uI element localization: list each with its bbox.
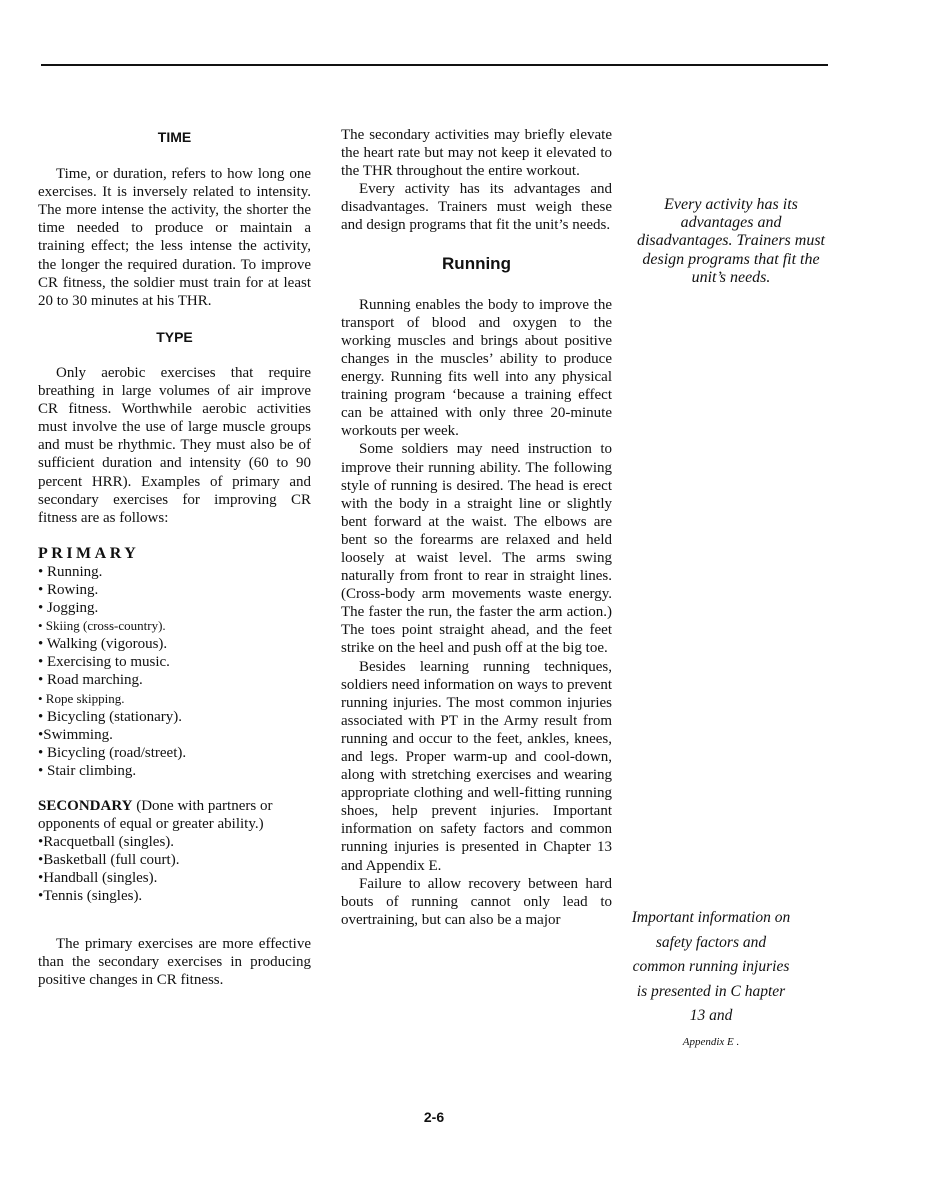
list-item: •Basketball (full court).	[38, 852, 180, 869]
sidebar-callout-activity: Every activity has its advantages and disadvantages. Trainers must design programs that fit the unit’s needs.	[636, 196, 825, 286]
secondary-note: (Done with partners or opponents of equal or greater ability.)	[38, 798, 273, 833]
callout-text: Important information on safety factors and common running injuries is presented in C hapter 13 and	[631, 909, 791, 1024]
type-heading: TYPE	[156, 328, 193, 345]
time-paragraph: Time, or duration, refers to how long one exercises. It is inversely related to intensity. The more intense the activity, the shorter the time needed to produce or maintain a training effect; the less intense the activity, the longer the required duration. To improve CR fitness, the soldier must train for at least 20 to 30 minutes at his THR.	[38, 166, 311, 309]
type-paragraph: Only aerobic exercises that require breathing in large volumes of air improve CR fitness. Worthwhile aerobic activities must involve the use of large muscle groups and must be rhythmic. They must also be of sufficient duration and intensity (60 to 90 percent HRR). Examples of primary and secondary exercises for improving CR fitness are as follows:	[38, 364, 311, 526]
list-item: • Road marching.	[38, 672, 143, 689]
header-rule	[41, 64, 828, 66]
page-number: 2-6	[423, 1109, 445, 1125]
list-item: • Rowing.	[38, 581, 99, 598]
list-item: • Bicycling (road/street).	[38, 744, 187, 761]
intro-paragraph-2: Every activity has its advantages and disadvantages. Trainers must weigh these and design programs that fit the unit’s needs.	[341, 181, 612, 234]
middle-column	[341, 126, 612, 929]
secondary-intro	[38, 797, 311, 833]
secondary-list	[38, 833, 311, 905]
list-item: • Stair climbing.	[38, 762, 137, 779]
list-item: • Exercising to music.	[38, 654, 170, 671]
intro-paragraph-1: The secondary activities may briefly elevate the heart rate but may not keep it elevated to the THR throughout the entire workout.	[341, 127, 612, 180]
running-paragraph-4: Failure to allow recovery between hard bouts of running cannot only lead to overtraining, but can also be a major	[341, 875, 612, 928]
primary-list	[38, 563, 311, 780]
list-item: • Walking (vigorous).	[38, 636, 168, 653]
running-paragraph-3: Besides learning running techniques, soldiers need information on ways to prevent running injuries. The most common injuries associated with PT in the Army result from running and occur to the feet, ankles, knees, and legs. Proper warm-up and cool-down, along with stretching exercises and wearing appropriate clothing and well-fitting running shoes, help prevent injuries. Important information on safety factors and common running injuries is presented in Chapter 13 and Appendix E.	[341, 658, 612, 874]
list-item: • Rope skipping.	[38, 690, 125, 706]
time-heading: TIME	[157, 129, 192, 145]
list-item: • Bicycling (stationary).	[38, 708, 182, 725]
primary-label: PRIMARY	[38, 544, 140, 562]
list-item: •Handball (singles).	[38, 870, 158, 887]
summary-paragraph: The primary exercises are more effective than the secondary exercises in producing positive changes in CR fitness.	[38, 935, 311, 988]
sidebar-callout-injuries	[628, 906, 794, 1054]
list-item: •Racquetball (singles).	[38, 834, 175, 851]
list-item: •Tennis (singles).	[38, 888, 143, 905]
list-item: •Swimming.	[38, 726, 113, 743]
running-paragraph-1: Running enables the body to improve the transport of blood and oxygen to the working muscles and brings about positive changes in the muscles’ ability to produce energy. Running fits well into any physical training program ‘because a training effect can be attained with only three 20-minute workouts per week.	[341, 296, 612, 440]
running-paragraph-2: Some soldiers may need instruction to improve their running ability. The following style of running is desired. The head is erect with the body in a straight line or slightly bent forward at the waist. The elbows are bent so the forearms are relaxed and held loosely at waist level. The arms swing naturally from front to rear in straight lines. (Cross-body arm movements waste energy. The faster the run, the faster the arm action.) The toes point straight ahead, and the feet strike on the heel and push off at the big toe.	[341, 441, 612, 657]
list-item: • Skiing (cross-country).	[38, 618, 166, 634]
secondary-label: SECONDARY	[38, 798, 133, 814]
running-heading: Running	[442, 253, 511, 273]
list-item: • Jogging.	[38, 600, 99, 617]
callout-appendix: Appendix E .	[682, 1035, 740, 1048]
left-column	[38, 126, 311, 989]
list-item: • Running.	[38, 563, 103, 580]
